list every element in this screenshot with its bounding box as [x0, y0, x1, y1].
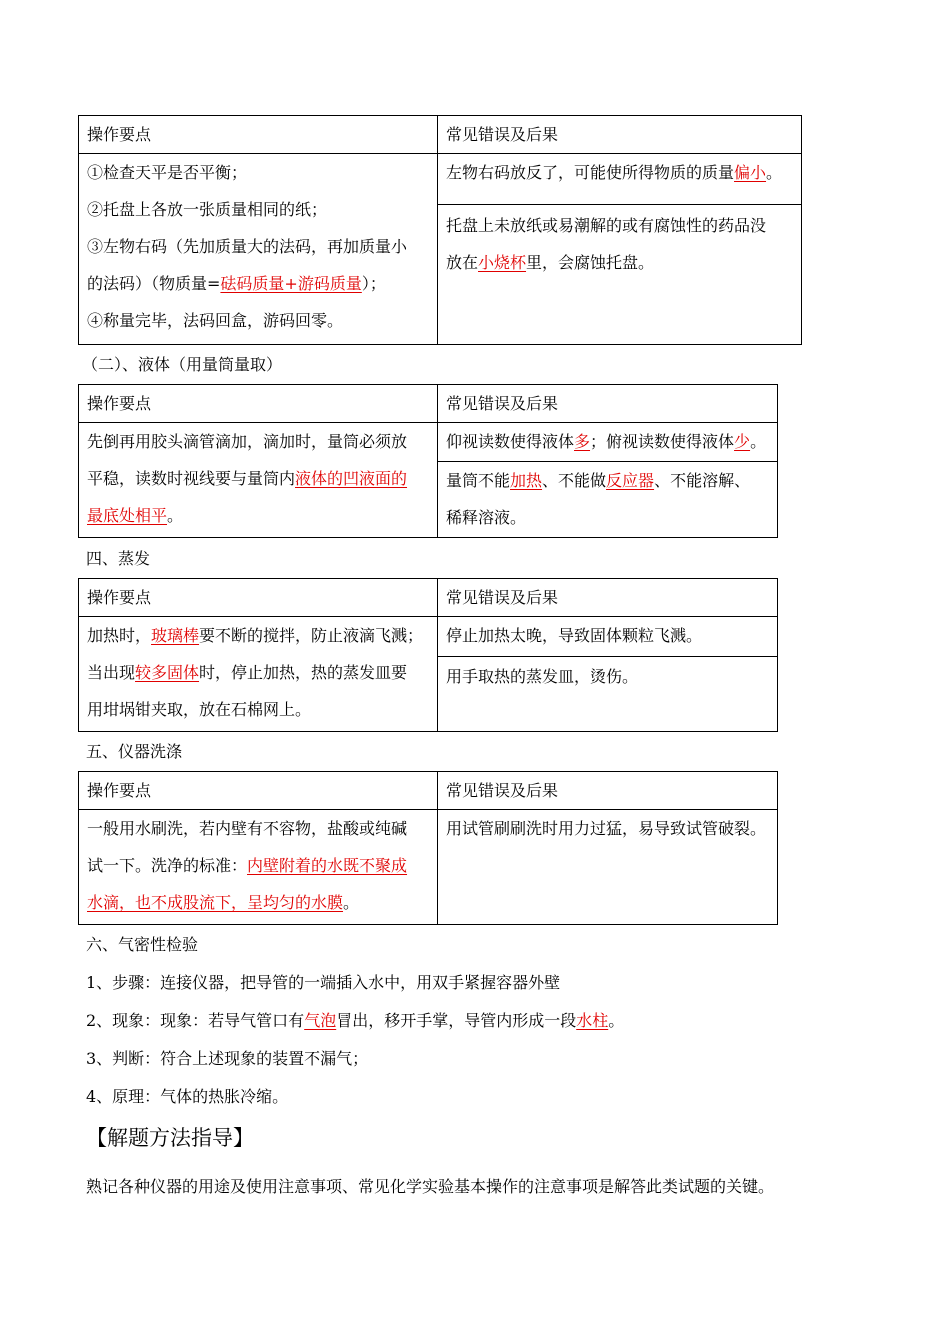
text-line: ④称量完毕，法码回盒，游码回零。: [87, 311, 344, 330]
text-span: 、不能做: [542, 471, 607, 490]
text-line: [87, 265, 429, 302]
text-span: 加热时，: [87, 626, 152, 645]
text-line: 一般用水刷洗，若内壁有不容物，盐酸或纯碱: [87, 819, 408, 838]
error-item: [438, 205, 801, 281]
text-line: ③左物右码（先加质量大的法码，再加质量小: [87, 237, 408, 256]
answer-highlight: 玻璃棒: [151, 626, 200, 645]
answer-highlight: 水滴，也不成股流下，呈均匀的水膜: [87, 893, 344, 912]
text-line: [446, 244, 793, 281]
answer-highlight: 气泡: [304, 1011, 337, 1030]
text-span: 试一下。洗净的标准：: [87, 856, 248, 875]
answer-highlight: 小烧杯: [478, 253, 527, 272]
answer-highlight: 水柱: [576, 1011, 609, 1030]
errors-cell: [438, 423, 778, 538]
text-span: 冒出，移开手掌，导管内形成一段: [336, 1011, 577, 1030]
table-header-cell: 操作要点: [79, 772, 438, 810]
balance-table: [78, 115, 802, 345]
error-item: 停止加热太晚，导致固体颗粒飞溅。: [438, 617, 777, 657]
text-span: 左物右码放反了，可能使所得物质的质量: [446, 163, 735, 182]
table-header-cell: 常见错误及后果: [438, 116, 802, 154]
washing-table: [78, 771, 778, 925]
text-span: 当出现: [87, 663, 136, 682]
text-line: [446, 462, 769, 499]
table-header-cell: 操作要点: [79, 116, 438, 154]
table-header-cell: 操作要点: [79, 385, 438, 423]
evaporation-table: [78, 578, 778, 732]
operation-points-cell: [79, 154, 438, 345]
answer-highlight: 最底处相平: [87, 506, 168, 525]
section-title: 五、仪器洗涤: [86, 742, 183, 761]
text-span: 2、现象：现象：若导气管口有: [86, 1011, 305, 1030]
text-span: 。: [167, 506, 184, 525]
step-line: 1、步骤：连接仪器，把导管的一端插入水中，用双手紧握容器外壁: [86, 973, 561, 992]
error-item: [438, 154, 801, 205]
operation-points-cell: [79, 617, 438, 732]
text-line: 稀释溶液。: [446, 508, 527, 527]
text-span: 。: [750, 432, 767, 451]
text-line: [87, 460, 429, 497]
table-header-cell: 常见错误及后果: [438, 579, 778, 617]
answer-highlight: 加热: [510, 471, 543, 490]
text-span: 。: [766, 163, 783, 182]
answer-highlight: 较多固体: [135, 663, 200, 682]
table-header-cell: 操作要点: [79, 579, 438, 617]
answer-highlight: 偏小: [734, 163, 767, 182]
section-title: 六、气密性检验: [86, 935, 199, 954]
step-line: 4、原理：气体的热胀冷缩。: [86, 1087, 289, 1106]
error-item: 用手取热的蒸发皿，烫伤。: [446, 667, 639, 686]
text-span: 时，停止加热，热的蒸发皿要: [199, 663, 408, 682]
errors-cell: 用试管刷刷洗时用力过猛，易导致试管破裂。: [438, 810, 778, 925]
operation-points-cell: [79, 423, 438, 538]
section-title: （二）、液体（用量筒量取）: [82, 355, 283, 374]
answer-highlight: 少: [734, 432, 751, 451]
text-span: 平稳，读数时视线要与量筒内: [87, 469, 296, 488]
method-heading: 【解题方法指导】: [86, 1126, 254, 1150]
step-line: 3、判断：符合上述现象的装置不漏气；: [86, 1049, 369, 1068]
text-line: [87, 617, 429, 654]
errors-cell: [438, 617, 778, 732]
answer-highlight: 反应器: [606, 471, 655, 490]
text-line: [87, 654, 429, 691]
table-header-cell: 常见错误及后果: [438, 772, 778, 810]
answer-highlight: 液体的凹液面的: [295, 469, 408, 488]
error-item: [438, 423, 777, 462]
text-line: 先倒再用胶头滴管滴加，滴加时，量筒必须放: [87, 432, 408, 451]
text-line: [87, 847, 429, 884]
text-line: ①检查天平是否平衡；: [87, 163, 248, 182]
table-header-cell: 常见错误及后果: [438, 385, 778, 423]
answer-highlight: 多: [574, 432, 591, 451]
text-span: 量筒不能: [446, 471, 511, 490]
text-line: [87, 497, 429, 534]
text-span: 、不能溶解、: [654, 471, 751, 490]
text-span: 仰视读数使得液体: [446, 432, 575, 451]
text-span: 的法码）（物质量=: [87, 274, 221, 293]
method-text: 熟记各种仪器的用途及使用注意事项、常见化学实验基本操作的注意事项是解答此类试题的关键。: [86, 1177, 775, 1196]
errors-cell: [438, 154, 802, 345]
operation-points-cell: [79, 810, 438, 925]
step-line: [86, 1009, 624, 1033]
text-span: 里，会腐蚀托盘。: [526, 253, 655, 272]
liquid-table: [78, 384, 778, 538]
text-line: 托盘上未放纸或易潮解的或有腐蚀性的药品没: [446, 216, 767, 235]
text-line: [87, 884, 429, 921]
text-line: 用坩埚钳夹取，放在石棉网上。: [87, 700, 312, 719]
text-span: ）；: [361, 274, 386, 293]
answer-highlight: 砝码质量+游码质量: [220, 274, 362, 293]
text-span: 。: [608, 1011, 625, 1030]
text-span: 。: [343, 893, 360, 912]
text-line: ②托盘上各放一张质量相同的纸；: [87, 200, 328, 219]
section-title: 四、蒸发: [86, 549, 151, 568]
text-span: 放在: [446, 253, 479, 272]
answer-highlight: 内壁附着的水既不聚成: [247, 856, 408, 875]
error-item: [438, 462, 777, 536]
text-span: 要不断的搅拌，防止液滴飞溅；: [199, 626, 424, 645]
text-span: ；俯视读数使得液体: [590, 432, 735, 451]
